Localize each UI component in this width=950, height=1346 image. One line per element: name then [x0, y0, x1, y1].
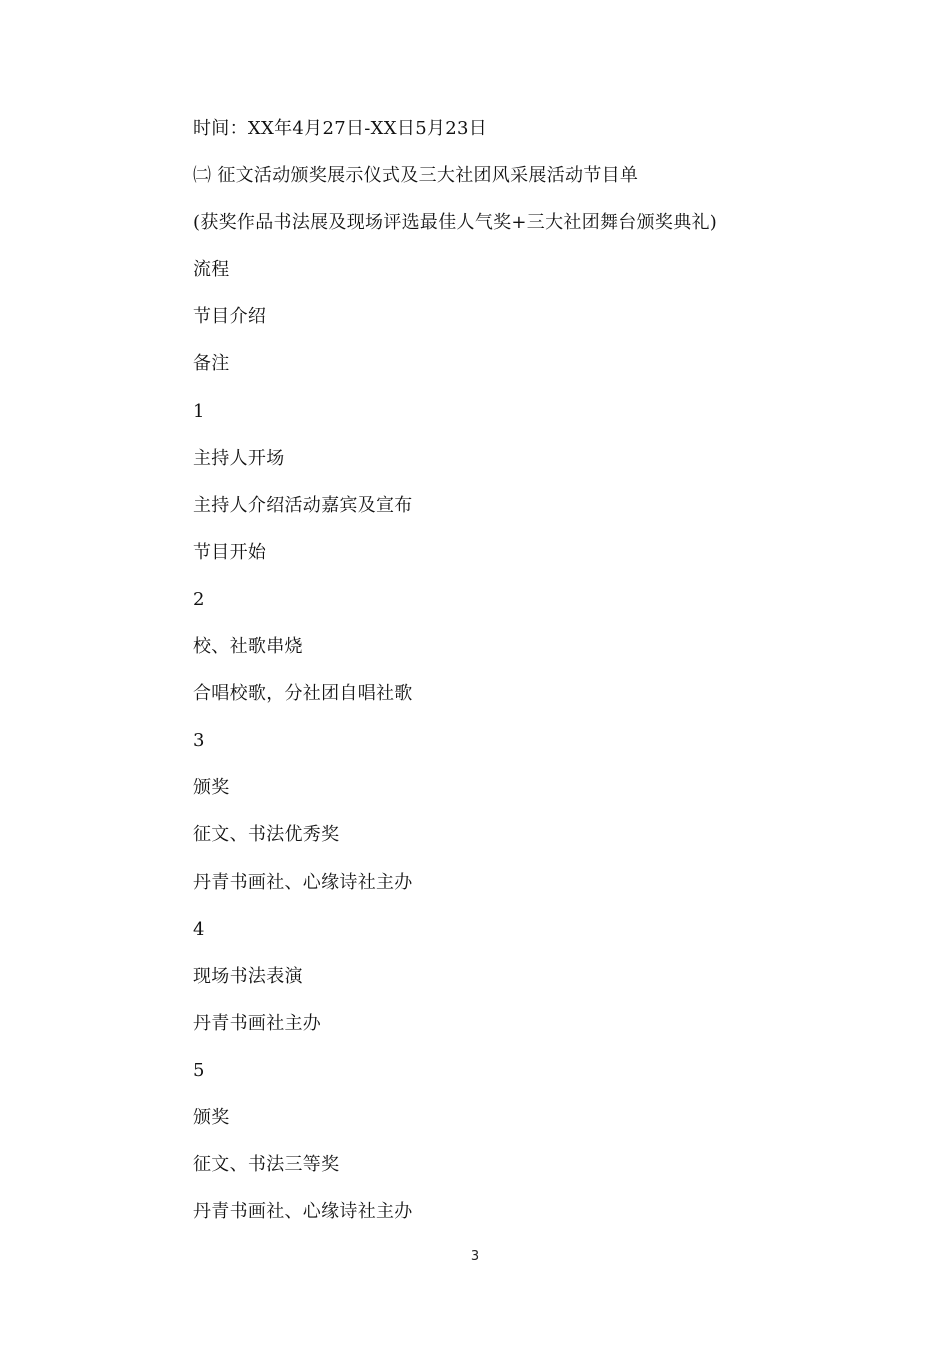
- item-number: 5: [193, 1059, 205, 1081]
- item-description: 征文、书法三等奖: [193, 1154, 340, 1176]
- time-line: 时间：XX年4月27日-XX日5月23日: [193, 118, 488, 139]
- item-title: 校、社歌串烧: [193, 636, 303, 658]
- item-description: 主持人介绍活动嘉宾及宣布: [193, 494, 413, 516]
- item-remarks: 丹青书画社主办: [193, 1012, 322, 1034]
- item-number: 2: [193, 588, 205, 610]
- item-title: 颁奖: [193, 1106, 230, 1128]
- column-header-remarks: 备注: [193, 353, 230, 375]
- item-number: 4: [193, 918, 205, 940]
- item-description: 征文、书法优秀奖: [193, 824, 340, 846]
- column-header-process: 流程: [193, 259, 230, 281]
- item-title: 现场书法表演: [193, 965, 303, 987]
- column-header-program: 节目介绍: [193, 306, 267, 328]
- item-title: 颁奖: [193, 777, 230, 799]
- item-title: 主持人开场: [193, 447, 285, 469]
- page-number: 3: [470, 1249, 480, 1264]
- item-number: 3: [193, 730, 205, 752]
- item-description: 节目开始: [193, 541, 267, 563]
- item-remarks: 丹青书画社、心缘诗社主办: [193, 871, 413, 893]
- document-body: [193, 113, 873, 1243]
- item-remarks: 丹青书画社、心缘诗社主办: [193, 1201, 413, 1223]
- section-heading: ㈡ 征文活动颁奖展示仪式及三大社团风采展活动节目单: [193, 165, 639, 187]
- item-description: 合唱校歌，分社团自唱社歌: [193, 683, 413, 705]
- section-subheading: (获奖作品书法展及现场评选最佳人气奖+三大社团舞台颁奖典礼): [193, 212, 718, 234]
- item-number: 1: [193, 400, 205, 422]
